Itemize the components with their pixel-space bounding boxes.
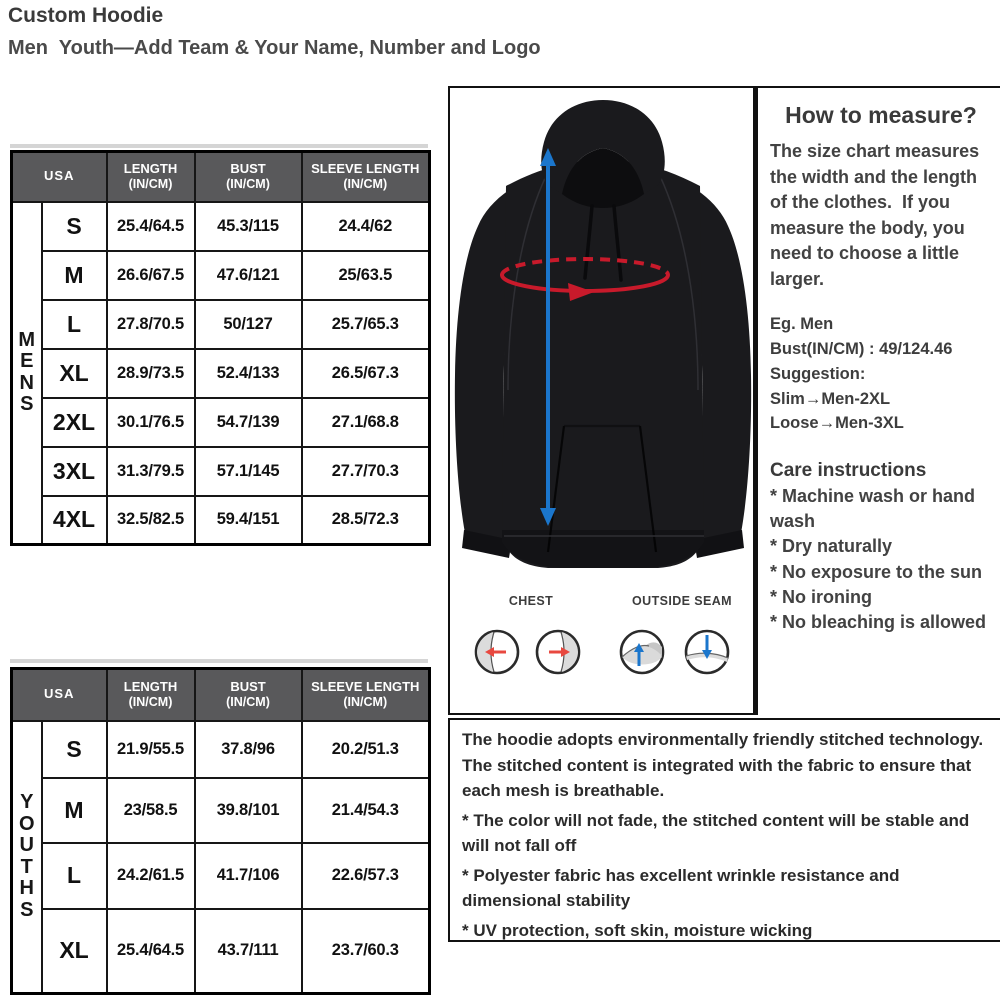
size-cell: 4XL <box>42 496 107 545</box>
measurement-cell: 39.8/101 <box>195 778 302 843</box>
measurement-cell: 28.5/72.3 <box>302 496 430 545</box>
measurement-cell: 54.7/139 <box>195 398 302 447</box>
feature-item: * Polyester fabric has excellent wrinkle resistance and dimensional stability <box>462 865 900 910</box>
youths-size-chart <box>10 667 431 995</box>
measurement-cell: 47.6/121 <box>195 251 302 300</box>
measurement-cell: 27.7/70.3 <box>302 447 430 496</box>
measurement-cell: 45.3/115 <box>195 202 302 251</box>
feature-item: * UV protection, soft skin, moisture wicking <box>462 920 813 940</box>
size-row <box>12 778 430 843</box>
size-row <box>12 202 430 251</box>
measurement-cell: 20.2/51.3 <box>302 721 430 778</box>
size-table <box>10 667 431 995</box>
measurement-cell: 41.7/106 <box>195 843 302 909</box>
measurement-cell: 26.5/67.3 <box>302 349 430 398</box>
measurement-cell: 37.8/96 <box>195 721 302 778</box>
column-header: BUST (IN/CM) <box>195 669 302 721</box>
how-to-measure-title: How to measure? <box>785 102 977 128</box>
measurement-cell: 24.2/61.5 <box>107 843 195 909</box>
measurement-cell: 24.4/62 <box>302 202 430 251</box>
measurement-cell: 59.4/151 <box>195 496 302 545</box>
measurement-cell: 30.1/76.5 <box>107 398 195 447</box>
size-cell: XL <box>42 909 107 994</box>
care-item: * No ironing <box>770 586 872 607</box>
measurement-cell: 57.1/145 <box>195 447 302 496</box>
example-line: Bust(IN/CM) : 49/124.46 <box>770 340 953 359</box>
measurement-cell: 22.6/57.3 <box>302 843 430 909</box>
care-item: * Machine wash or hand wash <box>770 486 976 532</box>
region-header: USA <box>12 669 107 721</box>
size-cell: L <box>42 843 107 909</box>
page-title: Custom Hoodie <box>8 4 164 27</box>
care-item: * No bleaching is allowed <box>770 611 987 632</box>
measurement-cell: 21.9/55.5 <box>107 721 195 778</box>
size-cell: 3XL <box>42 447 107 496</box>
group-label: Y O U T H S <box>12 721 42 994</box>
size-row <box>12 398 430 447</box>
column-header: LENGTH (IN/CM) <box>107 669 195 721</box>
outside-seam-down-icon <box>683 628 731 676</box>
example-line: Loose→Men-3XL <box>770 414 904 433</box>
size-row <box>12 447 430 496</box>
size-cell: M <box>42 251 107 300</box>
hoodie-torso <box>502 160 704 568</box>
table-shadow <box>10 144 428 148</box>
measurement-cell: 31.3/79.5 <box>107 447 195 496</box>
measurement-cell: 28.9/73.5 <box>107 349 195 398</box>
size-cell: XL <box>42 349 107 398</box>
outside-seam-label: OUTSIDE SEAM <box>632 594 732 608</box>
measurement-cell: 32.5/82.5 <box>107 496 195 545</box>
size-example-block <box>770 312 992 436</box>
features-intro: The hoodie adopts environmentally friendly stitched technology. The stitched content is integrated with the fabric to ensure that each mesh is breathable. <box>462 730 984 800</box>
measurement-cell: 25.7/65.3 <box>302 300 430 349</box>
size-cell: S <box>42 721 107 778</box>
measure-diagram-panel <box>448 86 755 715</box>
size-row <box>12 843 430 909</box>
example-line: Slim→Men-2XL <box>770 389 891 408</box>
care-item: * Dry naturally <box>770 536 893 557</box>
size-row <box>12 300 430 349</box>
features-box <box>448 718 1000 942</box>
size-cell: L <box>42 300 107 349</box>
measurement-cell: 21.4/54.3 <box>302 778 430 843</box>
size-row <box>12 909 430 994</box>
care-instructions-title: Care instructions <box>770 460 927 482</box>
group-label: M E N S <box>12 202 42 545</box>
measurement-cell: 25.4/64.5 <box>107 202 195 251</box>
mens-size-chart <box>10 150 431 546</box>
measurement-cell: 25.4/64.5 <box>107 909 195 994</box>
outside-seam-up-icon <box>618 628 666 676</box>
chest-measure-left-icon <box>473 628 521 676</box>
region-header: USA <box>12 152 107 202</box>
size-cell: S <box>42 202 107 251</box>
size-table <box>10 150 431 546</box>
how-to-measure-body: The size chart measures the width and the length of the clothes. If you measure the body, you need to choose a little larger. <box>770 141 985 289</box>
size-row <box>12 496 430 545</box>
measurement-cell: 27.8/70.5 <box>107 300 195 349</box>
example-line: Suggestion: <box>770 364 866 383</box>
measurement-cell: 23.7/60.3 <box>302 909 430 994</box>
page-header <box>8 4 541 60</box>
size-cell: 2XL <box>42 398 107 447</box>
size-row <box>12 349 430 398</box>
hoodie-image <box>450 90 753 590</box>
example-line: Eg. Men <box>770 315 834 334</box>
feature-item: * The color will not fade, the stitched content will be stable and will not fall off <box>462 810 970 855</box>
measurement-cell: 52.4/133 <box>195 349 302 398</box>
measurement-cell: 25/63.5 <box>302 251 430 300</box>
size-cell: M <box>42 778 107 843</box>
how-to-measure-panel <box>755 86 1000 715</box>
care-instructions-block <box>770 460 992 635</box>
column-header: SLEEVE LENGTH (IN/CM) <box>302 669 430 721</box>
column-header: LENGTH (IN/CM) <box>107 152 195 202</box>
measurement-cell: 43.7/111 <box>195 909 302 994</box>
measurement-cell: 23/58.5 <box>107 778 195 843</box>
column-header: BUST (IN/CM) <box>195 152 302 202</box>
measurement-cell: 27.1/68.8 <box>302 398 430 447</box>
chest-measure-right-icon <box>534 628 582 676</box>
chest-label: CHEST <box>508 594 554 608</box>
page-subtitle: Men Youth—Add Team & Your Name, Number and Logo <box>8 37 541 59</box>
column-header: SLEEVE LENGTH (IN/CM) <box>302 152 430 202</box>
size-row <box>12 251 430 300</box>
measurement-cell: 50/127 <box>195 300 302 349</box>
measurement-cell: 26.6/67.5 <box>107 251 195 300</box>
care-item: * No exposure to the sun <box>770 561 983 582</box>
table-shadow <box>10 659 428 663</box>
size-row <box>12 721 430 778</box>
